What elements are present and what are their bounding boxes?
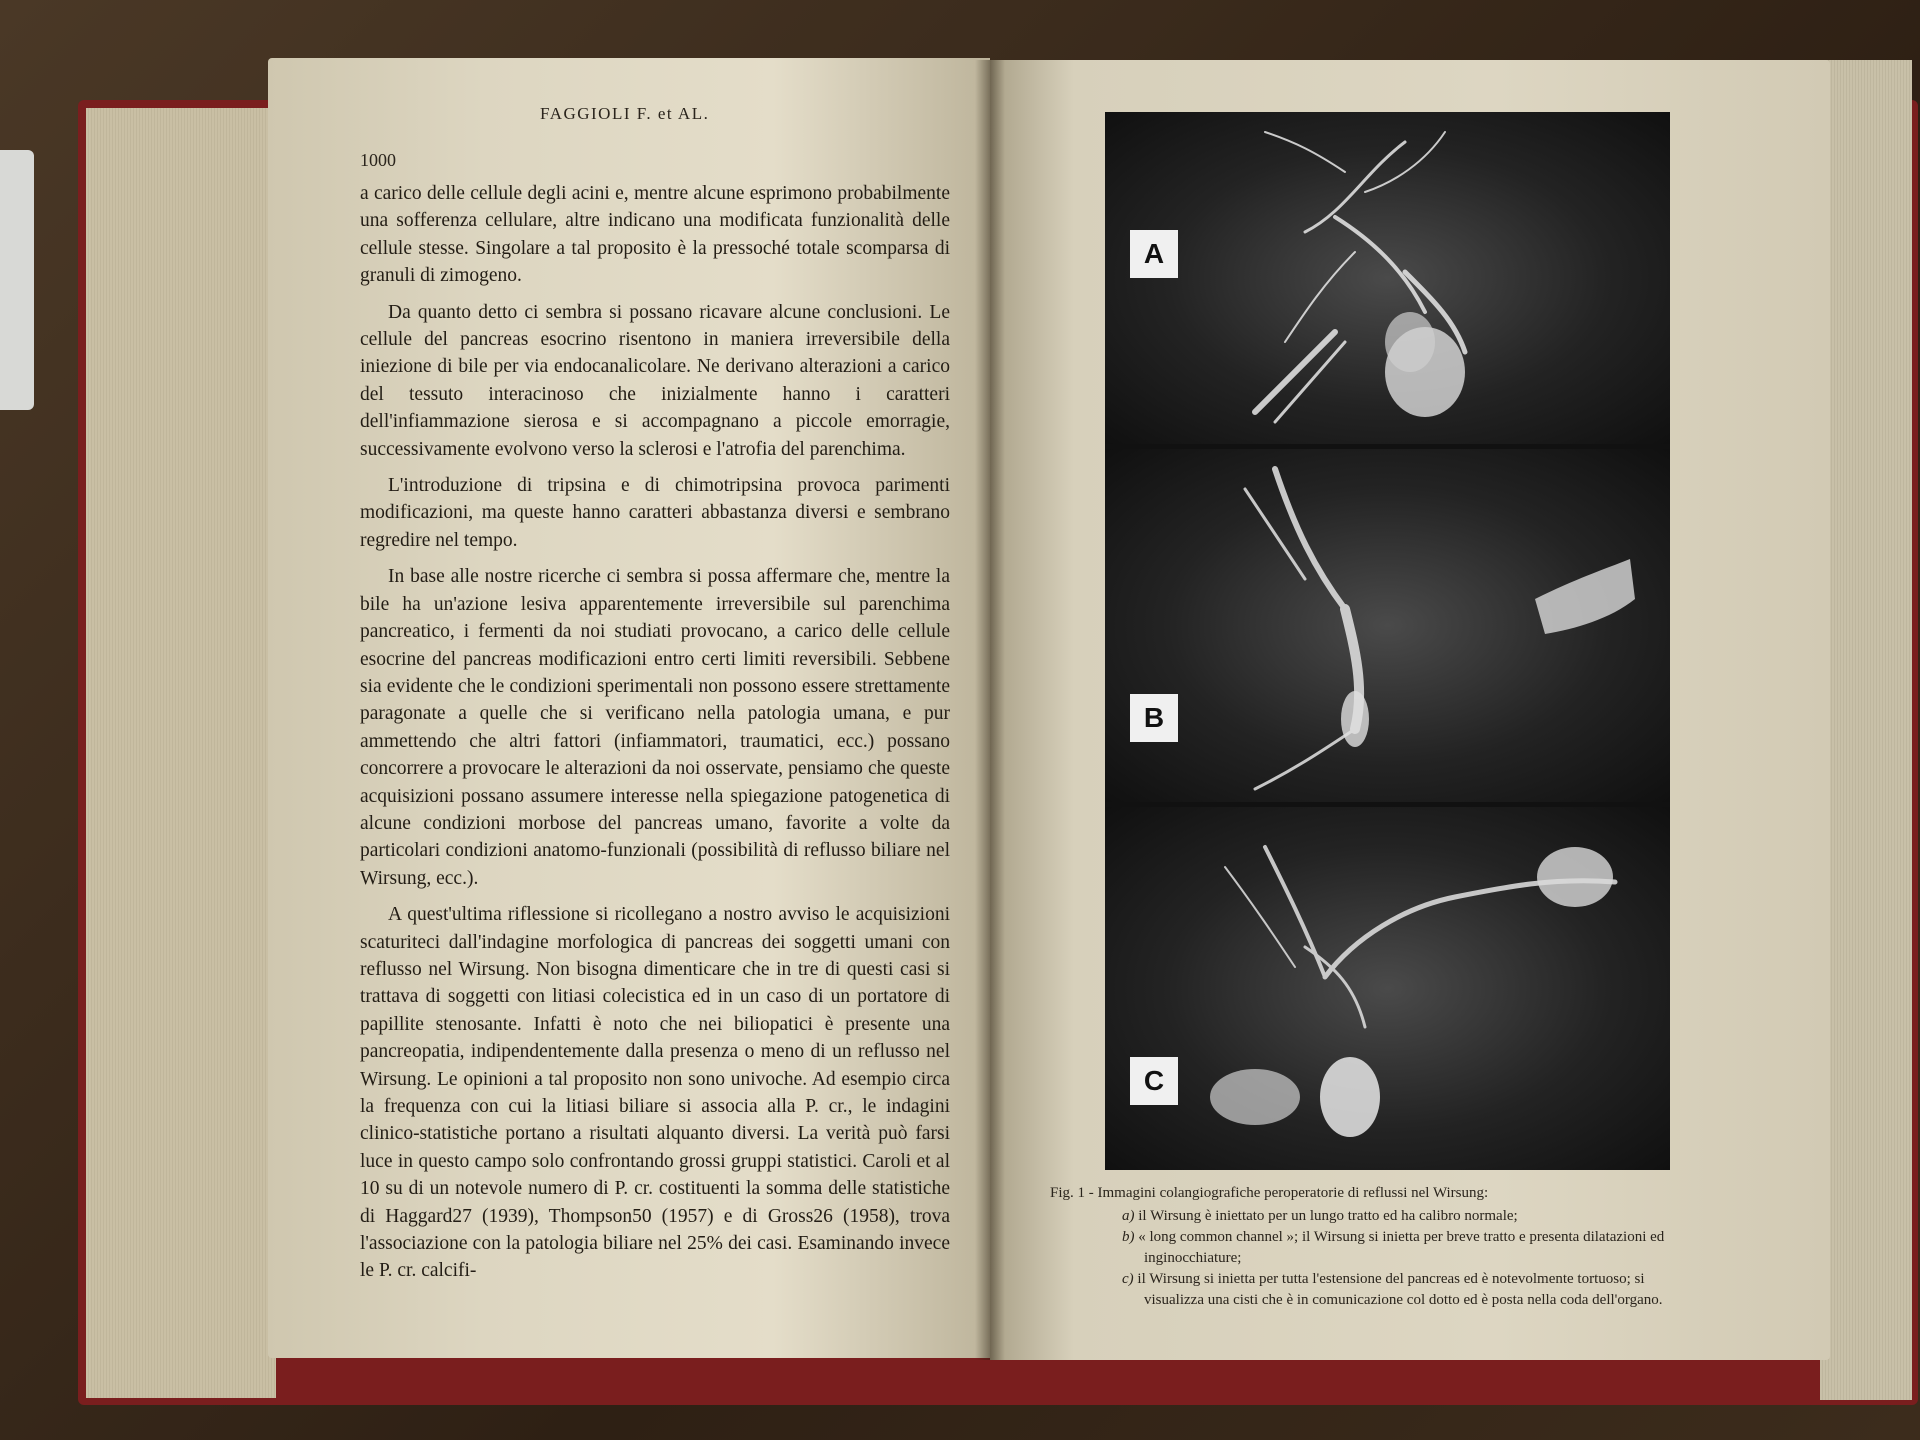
- xray-image-b: [1105, 449, 1670, 802]
- panel-label-b: B: [1130, 694, 1178, 742]
- caption-item-text: « long common channel »; il Wirsung si inietta per breve tratto e presenta dilatazioni ed inginocchiature;: [1138, 1229, 1665, 1266]
- body-text: [360, 180, 950, 1294]
- caption-item-a: [1122, 1206, 1690, 1227]
- panel-label-a: A: [1130, 230, 1178, 278]
- running-head: FAGGIOLI F. et AL.: [540, 104, 710, 123]
- page-edges-left: [86, 108, 276, 1398]
- caption-item-label: b): [1122, 1229, 1135, 1245]
- panel-label-c: C: [1130, 1057, 1178, 1105]
- figure-caption: [1050, 1183, 1690, 1311]
- caption-item-text: il Wirsung è iniettato per un lungo tratto ed ha calibro normale;: [1138, 1208, 1518, 1224]
- paragraph: a carico delle cellule degli acini e, mentre alcune esprimono probabilmente una sofferenza cellulare, altre indicano una modificata funzionalità delle cellule stesse. Singolare a tal proposito è la pressoché totale scomparsa di granuli di zimogeno.: [360, 183, 950, 287]
- caption-item-label: a): [1122, 1208, 1135, 1224]
- caption-item-c: [1122, 1269, 1690, 1311]
- page-number: 1000: [360, 150, 396, 170]
- book-gutter: [975, 60, 1005, 1360]
- xray-panel-a: [1105, 112, 1670, 444]
- xray-image-a: [1105, 112, 1670, 444]
- page-edges-right: [1820, 60, 1912, 1400]
- xray-panel-c: [1105, 807, 1670, 1170]
- caption-item-label: c): [1122, 1271, 1134, 1287]
- paragraph: L'introduzione di tripsina e di chimotripsina provoca parimenti modificazioni, ma queste hanno caratteri abbastanza diversi e sembrano regredire nel tempo.: [360, 475, 950, 551]
- caption-item-b: [1122, 1227, 1690, 1269]
- figure-cholangiograms: [1105, 112, 1670, 1170]
- xray-panel-b: [1105, 449, 1670, 802]
- paragraph: A quest'ultima riflessione si ricollegano a nostro avviso le acquisizioni scaturiteci dall'indagine morfologica di pancreas dei soggetti umani con reflusso nel Wirsung. Non bisogna dimenticare che in tre di questi casi si trattava di soggetti con litiasi colecistica ed in un caso di un portatore di papillite stenosante. Infatti è noto che nei biliopatici è presente una pancreopatia, indipendentemente dalla presenza o meno di un reflusso nel Wirsung. Le opinioni a tal proposito non sono univoche. Ad esempio circa la frequenza con cui la litiasi biliare si associa alla P. cr., le indagini clinico-statistiche portano a risultati alquanto diversi. La verità può farsi luce in questo campo solo confrontando grossi gruppi statistici. Caroli et al 10 su di un notevole numero di P. cr. costituenti la somma delle statistiche di Haggard27 (1939), Thompson50 (1957) e di Gross26 (1958), trova l'associazione con la patologia biliare nel 25% dei casi. Esaminando invece le P. cr. calcifi-: [360, 904, 950, 1282]
- paper-corner: [0, 150, 34, 410]
- xray-image-c: [1105, 807, 1670, 1170]
- caption-title: Fig. 1 - Immagini colangiografiche peroperatorie di reflussi nel Wirsung:: [1050, 1185, 1489, 1201]
- paragraph: Da quanto detto ci sembra si possano ricavare alcune conclusioni. Le cellule del pancreas esocrino risentono in maniera irreversibile della iniezione di bile per via endocanalicolare. Ne derivano alterazioni a carico del tessuto interacinoso che inizialmente hanno i caratteri dell'infiammazione sierosa e si accompagnano a piccole emorragie, successivamente evolvono verso la sclerosi e l'atrofia del parenchima.: [360, 301, 950, 460]
- paragraph: In base alle nostre ricerche ci sembra si possa affermare che, mentre la bile ha un'azione lesiva apparentemente irreversibile sul parenchima pancreatico, i fermenti da noi studiati provocano, a carico delle cellule esocrine del pancreas modificazioni entro certi limiti reversibili. Sebbene sia evidente che le condizioni sperimentali non possono essere strettamente paragonate a quelle che si verificano nella patologia umana, e pur ammettendo che altri fattori (infiammatori, traumatici, ecc.) possano concorrere a provocare le alterazioni da noi osservate, pensiamo che queste acquisizioni possano assumere interesse nella spiegazione patogenetica di alcune condizioni morbose del pancreas umano, favorite a volte da particolari condizioni anatomo-funzionali (possibilità di reflusso biliare nel Wirsung, ecc.).: [360, 566, 950, 889]
- caption-item-text: il Wirsung si inietta per tutta l'estensione del pancreas ed è notevolmente tortuoso; si visualizza una cisti che è in comunicazione col dotto ed è posta nella coda dell'organo.: [1137, 1271, 1663, 1308]
